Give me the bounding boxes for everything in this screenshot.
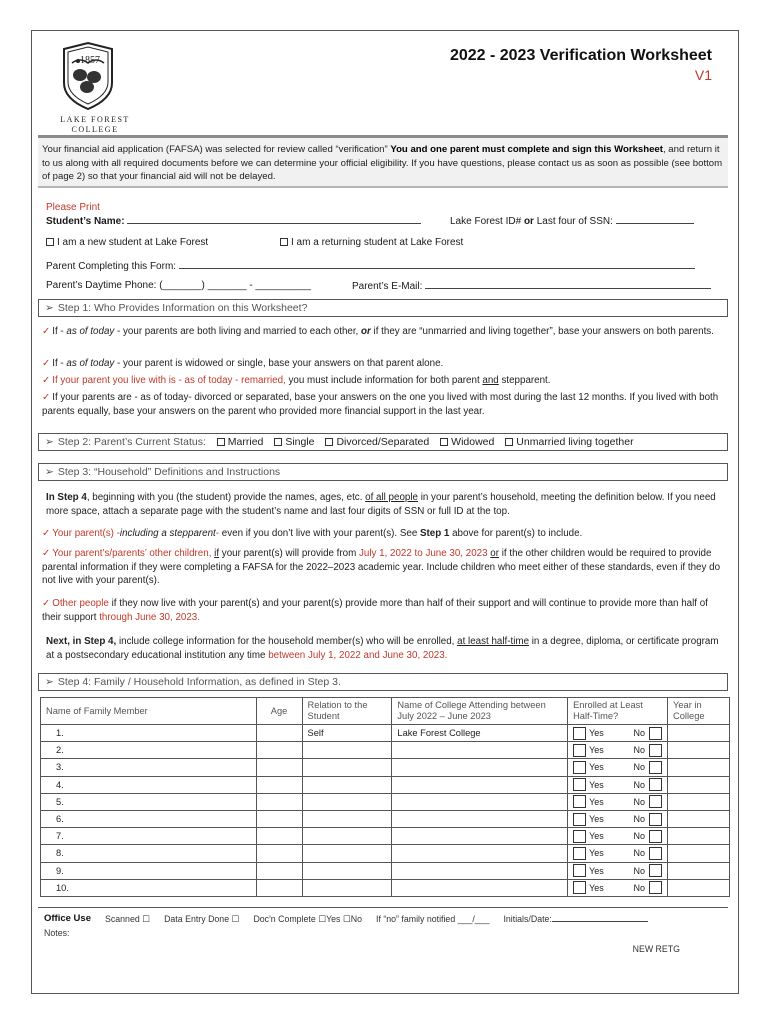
enrolled-yes-checkbox[interactable]	[573, 864, 586, 877]
worksheet-page	[31, 30, 739, 994]
member-name-cell[interactable]	[41, 725, 257, 742]
enrolled-cell	[568, 793, 668, 810]
table-row	[41, 759, 730, 776]
step3-title: Step 3: “Household” Definitions and Instructions	[57, 466, 281, 478]
no-label: No	[633, 814, 646, 825]
arrow-icon: ➢	[45, 436, 54, 448]
college-cell[interactable]	[392, 828, 568, 845]
check-icon: ✓	[42, 528, 51, 539]
text: Single	[285, 436, 315, 448]
initials-line[interactable]	[552, 912, 648, 922]
status-single[interactable]	[274, 436, 314, 448]
step1-bullet-1	[42, 325, 722, 339]
step3-bullet-1	[42, 527, 722, 541]
year-cell[interactable]	[668, 725, 730, 742]
page-title: 2022 - 2023 Verification Worksheet	[449, 47, 712, 64]
row-number: 1.	[56, 728, 64, 739]
year-cell[interactable]	[668, 793, 730, 810]
data-entry-checkbox[interactable]: Data Entry Done ☐	[164, 914, 240, 924]
step1-bullet-2	[42, 357, 722, 371]
enrolled-no-checkbox[interactable]	[649, 795, 662, 808]
new-retg-label: NEW RETG	[632, 944, 680, 954]
yes-label: Yes	[589, 865, 604, 876]
member-name-cell[interactable]	[41, 742, 257, 759]
enrolled-no-checkbox[interactable]	[649, 778, 662, 791]
row-number: 6.	[56, 814, 64, 825]
intro-notice	[38, 135, 728, 188]
table-row	[41, 793, 730, 810]
text: you must include information for both parent	[285, 375, 483, 386]
relation-cell[interactable]	[302, 810, 392, 827]
row-number: 8.	[56, 848, 64, 859]
no-label: No	[633, 762, 646, 773]
ssn-field[interactable]	[616, 214, 694, 224]
year-cell[interactable]	[668, 845, 730, 862]
parent-completing-row	[46, 259, 695, 273]
table-header-row	[41, 698, 730, 725]
text: Next, in Step 4,	[46, 636, 117, 647]
enrolled-no-checkbox[interactable]	[649, 744, 662, 757]
text: If your parent you live with is - as of today - remarried,	[52, 375, 286, 386]
text: of all people	[365, 492, 418, 503]
text: - your parents are both living and married to each other,	[114, 326, 362, 337]
age-cell[interactable]	[256, 776, 302, 793]
relation-cell[interactable]	[302, 828, 392, 845]
id-label: Lake Forest ID#	[450, 216, 522, 227]
age-cell[interactable]	[256, 742, 302, 759]
col-enrolled: Enrolled at Least Half-Time?	[568, 698, 668, 725]
scanned-checkbox[interactable]: Scanned ☐	[105, 914, 151, 924]
step1-title: Step 1: Who Provides Information on this Worksheet?	[57, 302, 308, 314]
enrolled-no-checkbox[interactable]	[649, 727, 662, 740]
student-name-field[interactable]	[127, 214, 421, 224]
new-student-checkbox[interactable]	[46, 238, 54, 246]
text: Married	[227, 436, 264, 448]
yes-label: Yes	[589, 831, 604, 842]
table-row	[41, 725, 730, 742]
text: in a degree, diploma, or certificate program at a postsecondary educational institution any time	[46, 636, 719, 661]
year-cell[interactable]	[668, 759, 730, 776]
family-table	[40, 697, 730, 897]
step1-bullet-4	[42, 391, 722, 418]
year-cell[interactable]	[668, 862, 730, 879]
table-row	[41, 742, 730, 759]
step4-header	[38, 673, 728, 691]
text: If -	[52, 358, 67, 369]
relation-cell[interactable]	[302, 776, 392, 793]
check-icon: ✓	[42, 598, 51, 609]
table-row	[41, 845, 730, 862]
college-logo	[50, 41, 130, 149]
yes-label: Yes	[589, 745, 604, 756]
college-cell[interactable]	[392, 845, 568, 862]
row-number: 5.	[56, 796, 64, 807]
no-label: No	[633, 848, 646, 859]
enrolled-cell	[568, 879, 668, 896]
logo-name	[50, 115, 140, 135]
year-cell[interactable]	[668, 828, 730, 845]
text: , beginning with you (the student) provide the names, ages, etc.	[86, 492, 366, 503]
text: through June 30, 2023.	[99, 611, 200, 623]
row-number: 2.	[56, 745, 64, 756]
student-name-label: Student’s Name:	[46, 216, 125, 227]
text: in your parent’s household, meeting the definition below. If you need more space, attach a separate page with the student’s name and last four digits of SSN or full ID at the top.	[46, 492, 716, 517]
year-cell[interactable]	[668, 879, 730, 896]
step3-bullet-2	[42, 547, 722, 588]
check-icon: ✓	[42, 375, 51, 386]
docn-complete-checkbox[interactable]: Doc'n Complete ☐Yes ☐No	[253, 914, 363, 924]
college-cell[interactable]	[392, 862, 568, 879]
returning-student-option[interactable]	[280, 236, 463, 249]
enrolled-no-checkbox[interactable]	[649, 864, 662, 877]
status-unmarried[interactable]	[505, 436, 633, 448]
enrolled-yes-checkbox[interactable]	[573, 881, 586, 894]
no-label: No	[633, 831, 646, 842]
enrolled-yes-checkbox[interactable]	[573, 813, 586, 826]
text: even if you don’t live with your parent(s). See	[219, 528, 420, 539]
text: Widowed	[451, 436, 495, 448]
text: Your parent’s/parents’ other children,	[52, 548, 212, 559]
table-row	[41, 776, 730, 793]
id-row	[450, 214, 694, 228]
text: July 1, 2022 to June 30, 2023	[359, 548, 488, 559]
enrolled-yes-checkbox[interactable]	[573, 761, 586, 774]
parent-completing-label: Parent Completing this Form:	[46, 261, 177, 272]
college-cell[interactable]	[392, 776, 568, 793]
logo-name-line2: COLLEGE	[71, 125, 119, 134]
yes-label: Yes	[589, 762, 604, 773]
arrow-icon: ➢	[45, 302, 54, 314]
text: Initials/Date:	[503, 914, 552, 924]
enrolled-yes-checkbox[interactable]	[573, 847, 586, 860]
family-notified-field[interactable]: If “no” family notified ___/___	[376, 914, 490, 924]
status-divorced[interactable]	[325, 436, 429, 448]
college-cell[interactable]	[392, 810, 568, 827]
text: if	[214, 548, 220, 559]
step3-paragraph-1	[46, 491, 726, 518]
parent-completing-field[interactable]	[179, 259, 695, 269]
enrolled-yes-checkbox[interactable]	[573, 727, 586, 740]
step2-header	[38, 433, 728, 451]
please-print: Please Print	[46, 202, 100, 213]
or-label: or	[523, 216, 534, 227]
college-cell[interactable]	[392, 742, 568, 759]
text: In Step 4	[46, 492, 87, 503]
text: Divorced/Separated	[336, 436, 430, 448]
parent-phone-row[interactable]	[46, 279, 311, 292]
version-label: V1	[694, 67, 712, 83]
text: above for parent(s) to include.	[449, 528, 583, 539]
logo-year: 1857	[80, 55, 100, 66]
text: your parent(s) will provide from	[219, 548, 359, 559]
col-age: Age	[256, 698, 302, 725]
text: and	[482, 375, 499, 386]
step3-paragraph-2	[46, 635, 726, 662]
checkbox[interactable]	[274, 438, 282, 446]
age-cell[interactable]	[256, 810, 302, 827]
enrolled-cell	[568, 742, 668, 759]
college-cell[interactable]: Lake Forest College	[392, 725, 568, 742]
enrolled-cell	[568, 862, 668, 879]
member-name-cell[interactable]	[41, 793, 257, 810]
year-cell[interactable]	[668, 742, 730, 759]
text: including a stepparent	[119, 528, 216, 539]
logo-name-line1: LAKE FOREST	[60, 115, 130, 124]
new-student-option[interactable]	[46, 236, 208, 249]
enrolled-yes-checkbox[interactable]	[573, 830, 586, 843]
arrow-icon: ➢	[45, 466, 54, 478]
age-cell[interactable]	[256, 759, 302, 776]
status-widowed[interactable]	[440, 436, 494, 448]
year-cell[interactable]	[668, 810, 730, 827]
text: If your parents are - as of today- divorced or separated, base your answers on the one you lived with most during the last 12 months. If you lived with both parents equally, base your answers on the parent who provided more financial support in the last year.	[42, 392, 719, 417]
enrolled-yes-checkbox[interactable]	[573, 795, 586, 808]
age-cell[interactable]	[256, 879, 302, 896]
text: if the other children would be required to provide parental information if they were completing a FAFSA for the 2022–2023 academic year. Include children who meet either of these standards, even if they do not live with your parent(s).	[42, 548, 721, 586]
table-row	[41, 862, 730, 879]
text: or	[490, 548, 499, 559]
relation-cell[interactable]	[302, 845, 392, 862]
age-cell[interactable]	[256, 845, 302, 862]
enrolled-no-checkbox[interactable]	[649, 881, 662, 894]
no-label: No	[633, 745, 646, 756]
text: - your parent is widowed or single, base your answers on that parent alone.	[114, 358, 444, 369]
row-number: 4.	[56, 779, 64, 790]
text: as of today	[66, 358, 115, 369]
yes-label: Yes	[589, 882, 604, 893]
initials-date-field[interactable]	[503, 912, 647, 926]
text: between July 1, 2022 and June 30, 2023.	[268, 649, 448, 661]
step3-header	[38, 463, 728, 481]
row-number: 9.	[56, 865, 64, 876]
yes-label: Yes	[589, 796, 604, 807]
enrolled-no-checkbox[interactable]	[649, 830, 662, 843]
text: or	[361, 326, 371, 337]
text: include college information for the household member(s) who will be enrolled,	[116, 636, 458, 647]
relation-cell[interactable]	[302, 862, 392, 879]
text: if they now live with your parent(s) and your parent(s) provide more than half of their support and will continue to provide more than half of their support	[42, 598, 708, 623]
step1-header	[38, 299, 728, 317]
office-use-section	[38, 907, 728, 962]
member-name-cell[interactable]	[41, 845, 257, 862]
checkbox[interactable]	[325, 438, 333, 446]
enrolled-cell	[568, 810, 668, 827]
age-cell[interactable]	[256, 725, 302, 742]
relation-cell[interactable]	[302, 793, 392, 810]
enrolled-cell	[568, 828, 668, 845]
text: at least half-time	[457, 636, 530, 647]
enrolled-cell	[568, 776, 668, 793]
notes-label: Notes:	[44, 928, 70, 938]
text: Other people	[52, 598, 109, 609]
relation-cell[interactable]	[302, 742, 392, 759]
enrolled-cell	[568, 845, 668, 862]
col-college: Name of College Attending between July 2022 – June 2023	[392, 698, 568, 725]
table-row	[41, 879, 730, 896]
office-use-label: Office Use	[44, 913, 91, 924]
text: stepparent.	[498, 375, 551, 386]
check-icon: ✓	[42, 392, 51, 403]
college-crest-icon	[58, 41, 118, 111]
returning-student-label: I am a returning student at Lake Forest	[291, 237, 464, 248]
relation-cell[interactable]	[302, 879, 392, 896]
text: as of today	[66, 326, 115, 337]
yes-label: Yes	[589, 728, 604, 739]
enrolled-no-checkbox[interactable]	[649, 847, 662, 860]
step1-bullet-3	[42, 374, 722, 388]
yes-label: Yes	[589, 779, 604, 790]
check-icon: ✓	[42, 326, 51, 337]
text: -	[215, 528, 220, 539]
table-row	[41, 828, 730, 845]
check-icon: ✓	[42, 358, 51, 369]
year-cell[interactable]	[668, 776, 730, 793]
parent-email-field[interactable]	[425, 279, 711, 289]
intro-text-2: , and return it to us along with all required documents before we can determine your official eligibility. If you have questions, please contact us as soon as possible (see bottom of page 2) so that your financial aid will not be delayed.	[42, 144, 723, 182]
parent-email-label: Parent’s E-Mail:	[352, 281, 423, 292]
relation-cell[interactable]	[302, 759, 392, 776]
table-row	[41, 810, 730, 827]
text: If -	[52, 326, 67, 337]
enrolled-cell	[568, 759, 668, 776]
enrolled-yes-checkbox[interactable]	[573, 744, 586, 757]
member-name-cell[interactable]	[41, 759, 257, 776]
member-name-cell[interactable]	[41, 810, 257, 827]
college-cell[interactable]	[392, 793, 568, 810]
student-name-row	[46, 214, 421, 228]
age-cell[interactable]	[256, 828, 302, 845]
parent-email-row	[352, 279, 711, 293]
no-label: No	[633, 796, 646, 807]
parent-phone-label: Parent’s Daytime Phone: (_______) _______ - __________	[46, 280, 312, 291]
intro-text-1: Your financial aid application (FAFSA) was selected for review called “verification”	[42, 144, 391, 155]
step2-title: Step 2: Parent’s Current Status:	[57, 436, 206, 448]
yes-label: Yes	[589, 814, 604, 825]
arrow-icon: ➢	[45, 676, 54, 688]
checkbox[interactable]	[217, 438, 225, 446]
row-number: 10.	[56, 882, 69, 893]
intro-bold: You and one parent must complete and sign this Worksheet	[390, 144, 663, 155]
checkbox[interactable]	[505, 438, 513, 446]
member-name-cell[interactable]	[41, 776, 257, 793]
age-cell[interactable]	[256, 862, 302, 879]
member-name-cell[interactable]	[41, 862, 257, 879]
text: Unmarried living together	[516, 436, 634, 448]
text: Step 1	[419, 528, 450, 539]
college-cell[interactable]	[392, 879, 568, 896]
text: if they are “unmarried and living together”, base your answers on both parents.	[370, 326, 714, 337]
no-label: No	[633, 865, 646, 876]
enrolled-no-checkbox[interactable]	[649, 761, 662, 774]
col-name: Name of Family Member	[41, 698, 257, 725]
returning-student-checkbox[interactable]	[280, 238, 288, 246]
no-label: No	[633, 882, 646, 893]
no-label: No	[633, 779, 646, 790]
col-year: Year in College	[668, 698, 730, 725]
row-number: 7.	[56, 831, 64, 842]
col-relation: Relation to the Student	[302, 698, 392, 725]
college-cell[interactable]	[392, 759, 568, 776]
status-married[interactable]	[217, 436, 264, 448]
relation-cell[interactable]: Self	[302, 725, 392, 742]
enrolled-cell	[568, 725, 668, 742]
enrolled-yes-checkbox[interactable]	[573, 778, 586, 791]
member-name-cell[interactable]	[41, 879, 257, 896]
step3-bullet-3	[42, 597, 722, 624]
step4-title: Step 4: Family / Household Information, as defined in Step 3.	[57, 676, 341, 688]
row-number: 3.	[56, 762, 64, 773]
yes-label: Yes	[589, 848, 604, 859]
no-label: No	[633, 728, 646, 739]
new-student-label: I am a new student at Lake Forest	[57, 237, 209, 248]
text: Your parent(s) -	[52, 528, 120, 539]
check-icon: ✓	[42, 548, 51, 559]
ssn-label: Last four of SSN:	[536, 216, 613, 227]
age-cell[interactable]	[256, 793, 302, 810]
checkbox[interactable]	[440, 438, 448, 446]
enrolled-no-checkbox[interactable]	[649, 813, 662, 826]
member-name-cell[interactable]	[41, 828, 257, 845]
